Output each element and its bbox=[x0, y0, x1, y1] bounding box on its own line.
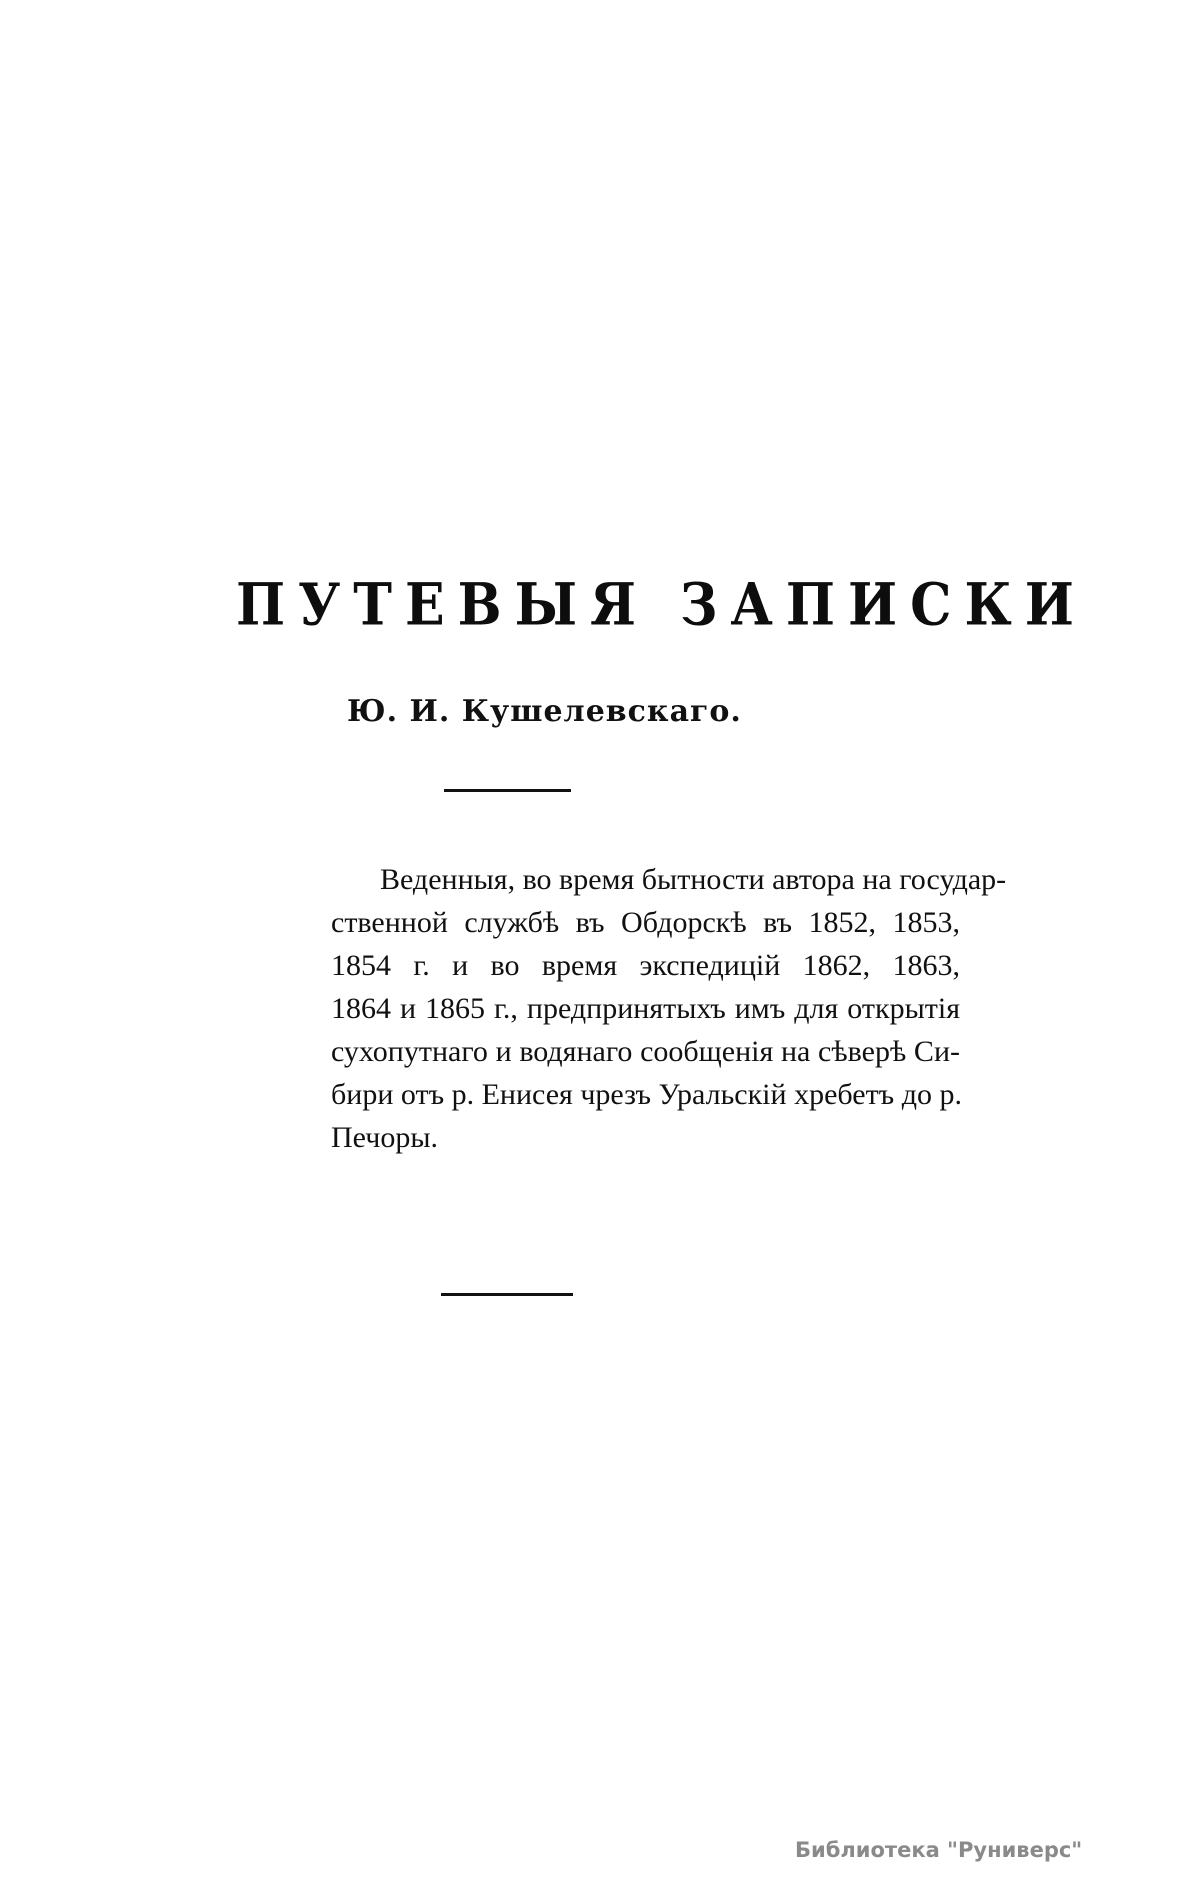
divider-top bbox=[444, 789, 571, 792]
book-title: ПУТЕВЫЯ ЗАПИСКИ bbox=[236, 570, 1087, 640]
description-line: сухопутнаго и водянаго сообщенія на сѣверѣ Си- bbox=[331, 1035, 960, 1068]
library-watermark: Библиотека "Руниверс" bbox=[795, 1838, 1083, 1862]
description-line: 1864 и 1865 г., предпринятыхъ имъ для открытія bbox=[331, 992, 960, 1025]
author-name: Ю. И. Кушелевскаго. bbox=[347, 694, 742, 729]
description-line: ственной службѣ въ Обдорскѣ въ 1852, 1853, bbox=[331, 906, 960, 939]
divider-bottom bbox=[441, 1293, 573, 1296]
description-line: бири отъ р. Енисея чрезъ Уральскій хребетъ до р. bbox=[331, 1078, 962, 1111]
description-paragraph bbox=[331, 858, 1007, 1159]
description-line: 1854 г. и во время экспедицій 1862, 1863, bbox=[331, 949, 960, 982]
description-line: Печоры. bbox=[331, 1121, 438, 1154]
description-line: Веденныя, во время бытности автора на государ- bbox=[380, 863, 1007, 896]
